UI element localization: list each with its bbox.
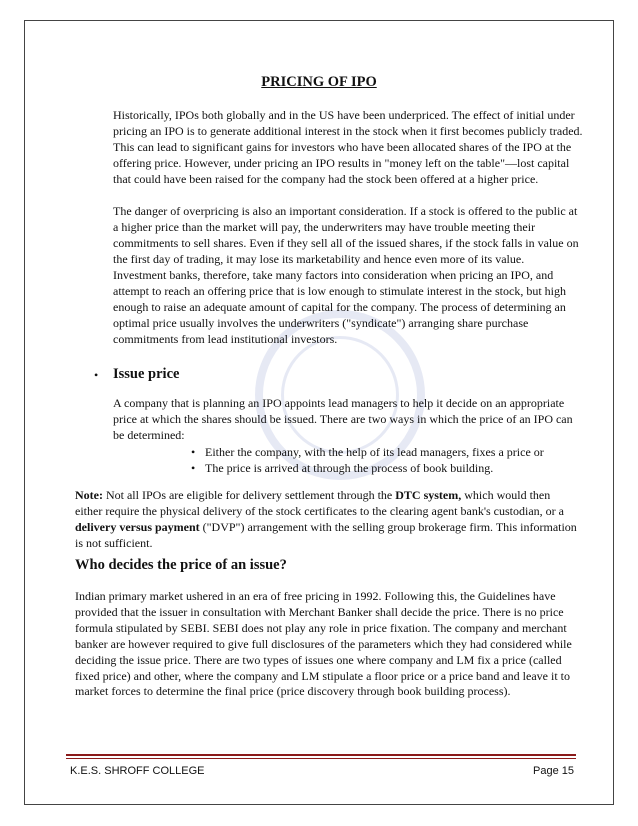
issue-price-bullet: • [94,368,99,382]
who-decides-paragraph: Indian primary market ushered in an era of free pricing in 1992. Following this, the Guidelines have provided that the issuer in consultation with Merchant Banker shall decide the price. There is no price formula stipulated by SEBI. SEBI does not play any role in price fixation. The company and merchant banker are however required to give full disclosures of the parameters which they had considered while deciding the issue price. There are two types of issues one where company and LM fix a price (called fixed price) and other, where the company and LM stipulate a floor price or a price band and leave it to market forces to determine the final price (price discovery through book building process). [75,589,572,699]
overpricing-paragraph: The danger of overpricing is also an important consideration. If a stock is offered to the public at a higher price than the market will pay, the underwriters may have trouble meeting their commitments to sell shares. Even if they sell all of the issued shares, if the stock falls in value on the first day of trading, it may lose its marketability and hence even more of its value. [113,204,579,266]
footer-rule [66,754,576,756]
option-text: Either the company, with the help of its lead managers, fixes a price or [205,445,544,459]
intro-paragraph: Historically, IPOs both globally and in the US have been underpriced. The effect of initial under pricing an IPO is to generate additional interest in the stock when it first becomes publicly traded. This can lead to significant gains for investors who have been allocated shares of the IPO at the offering price. However, under pricing an IPO results in "money left on the table"—lost capital that could have been raised for the company had the stock been offered at a higher price. [113,108,583,186]
who-decides-heading: Who decides the price of an issue? [75,557,287,573]
issue-price-paragraph: A company that is planning an IPO appoints lead managers to help it decide on an appropriate price at which the shares should be issued. There are two ways in which the price of an IPO can be determined: [113,396,573,442]
investment-banks-paragraph: Investment banks, therefore, take many factors into consideration when pricing an IPO, and attempt to reach an offering price that is low enough to stimulate interest in the stock, but high enough to raise an adequate amount of capital for the company. The process of determining an optimal price usually involves the underwriters ("syndicate") arranging share purchase commitments from lead institutional investors. [113,268,566,346]
footer-rule-thin [66,758,576,759]
note-text-c: ("DVP") arrangement with the selling group brokerage firm. This information is not sufficient. [75,519,577,550]
dtc-system-term: DTC system, [395,488,462,502]
note-label: Note: [75,488,103,502]
bullet-icon: • [191,445,196,459]
page-title: PRICING OF IPO [261,74,377,90]
issue-price-option-2 [191,460,585,476]
bullet-icon: • [191,461,196,475]
dvp-term: delivery versus payment [75,519,200,534]
issue-price-option-1 [191,444,585,460]
note-text-a: Not all IPOs are eligible for delivery settlement through the [102,488,396,502]
issue-price-heading: Issue price [113,366,180,382]
footer-page-number: Page 15 [533,765,574,777]
note-paragraph [75,488,580,552]
footer-college-name: K.E.S. SHROFF COLLEGE [70,765,205,777]
note-text-b: which would then either require the physical delivery of the stock certificates to the clearing agent bank's custodian, or a [75,488,564,518]
option-text: The price is arrived at through the process of book building. [205,461,494,475]
